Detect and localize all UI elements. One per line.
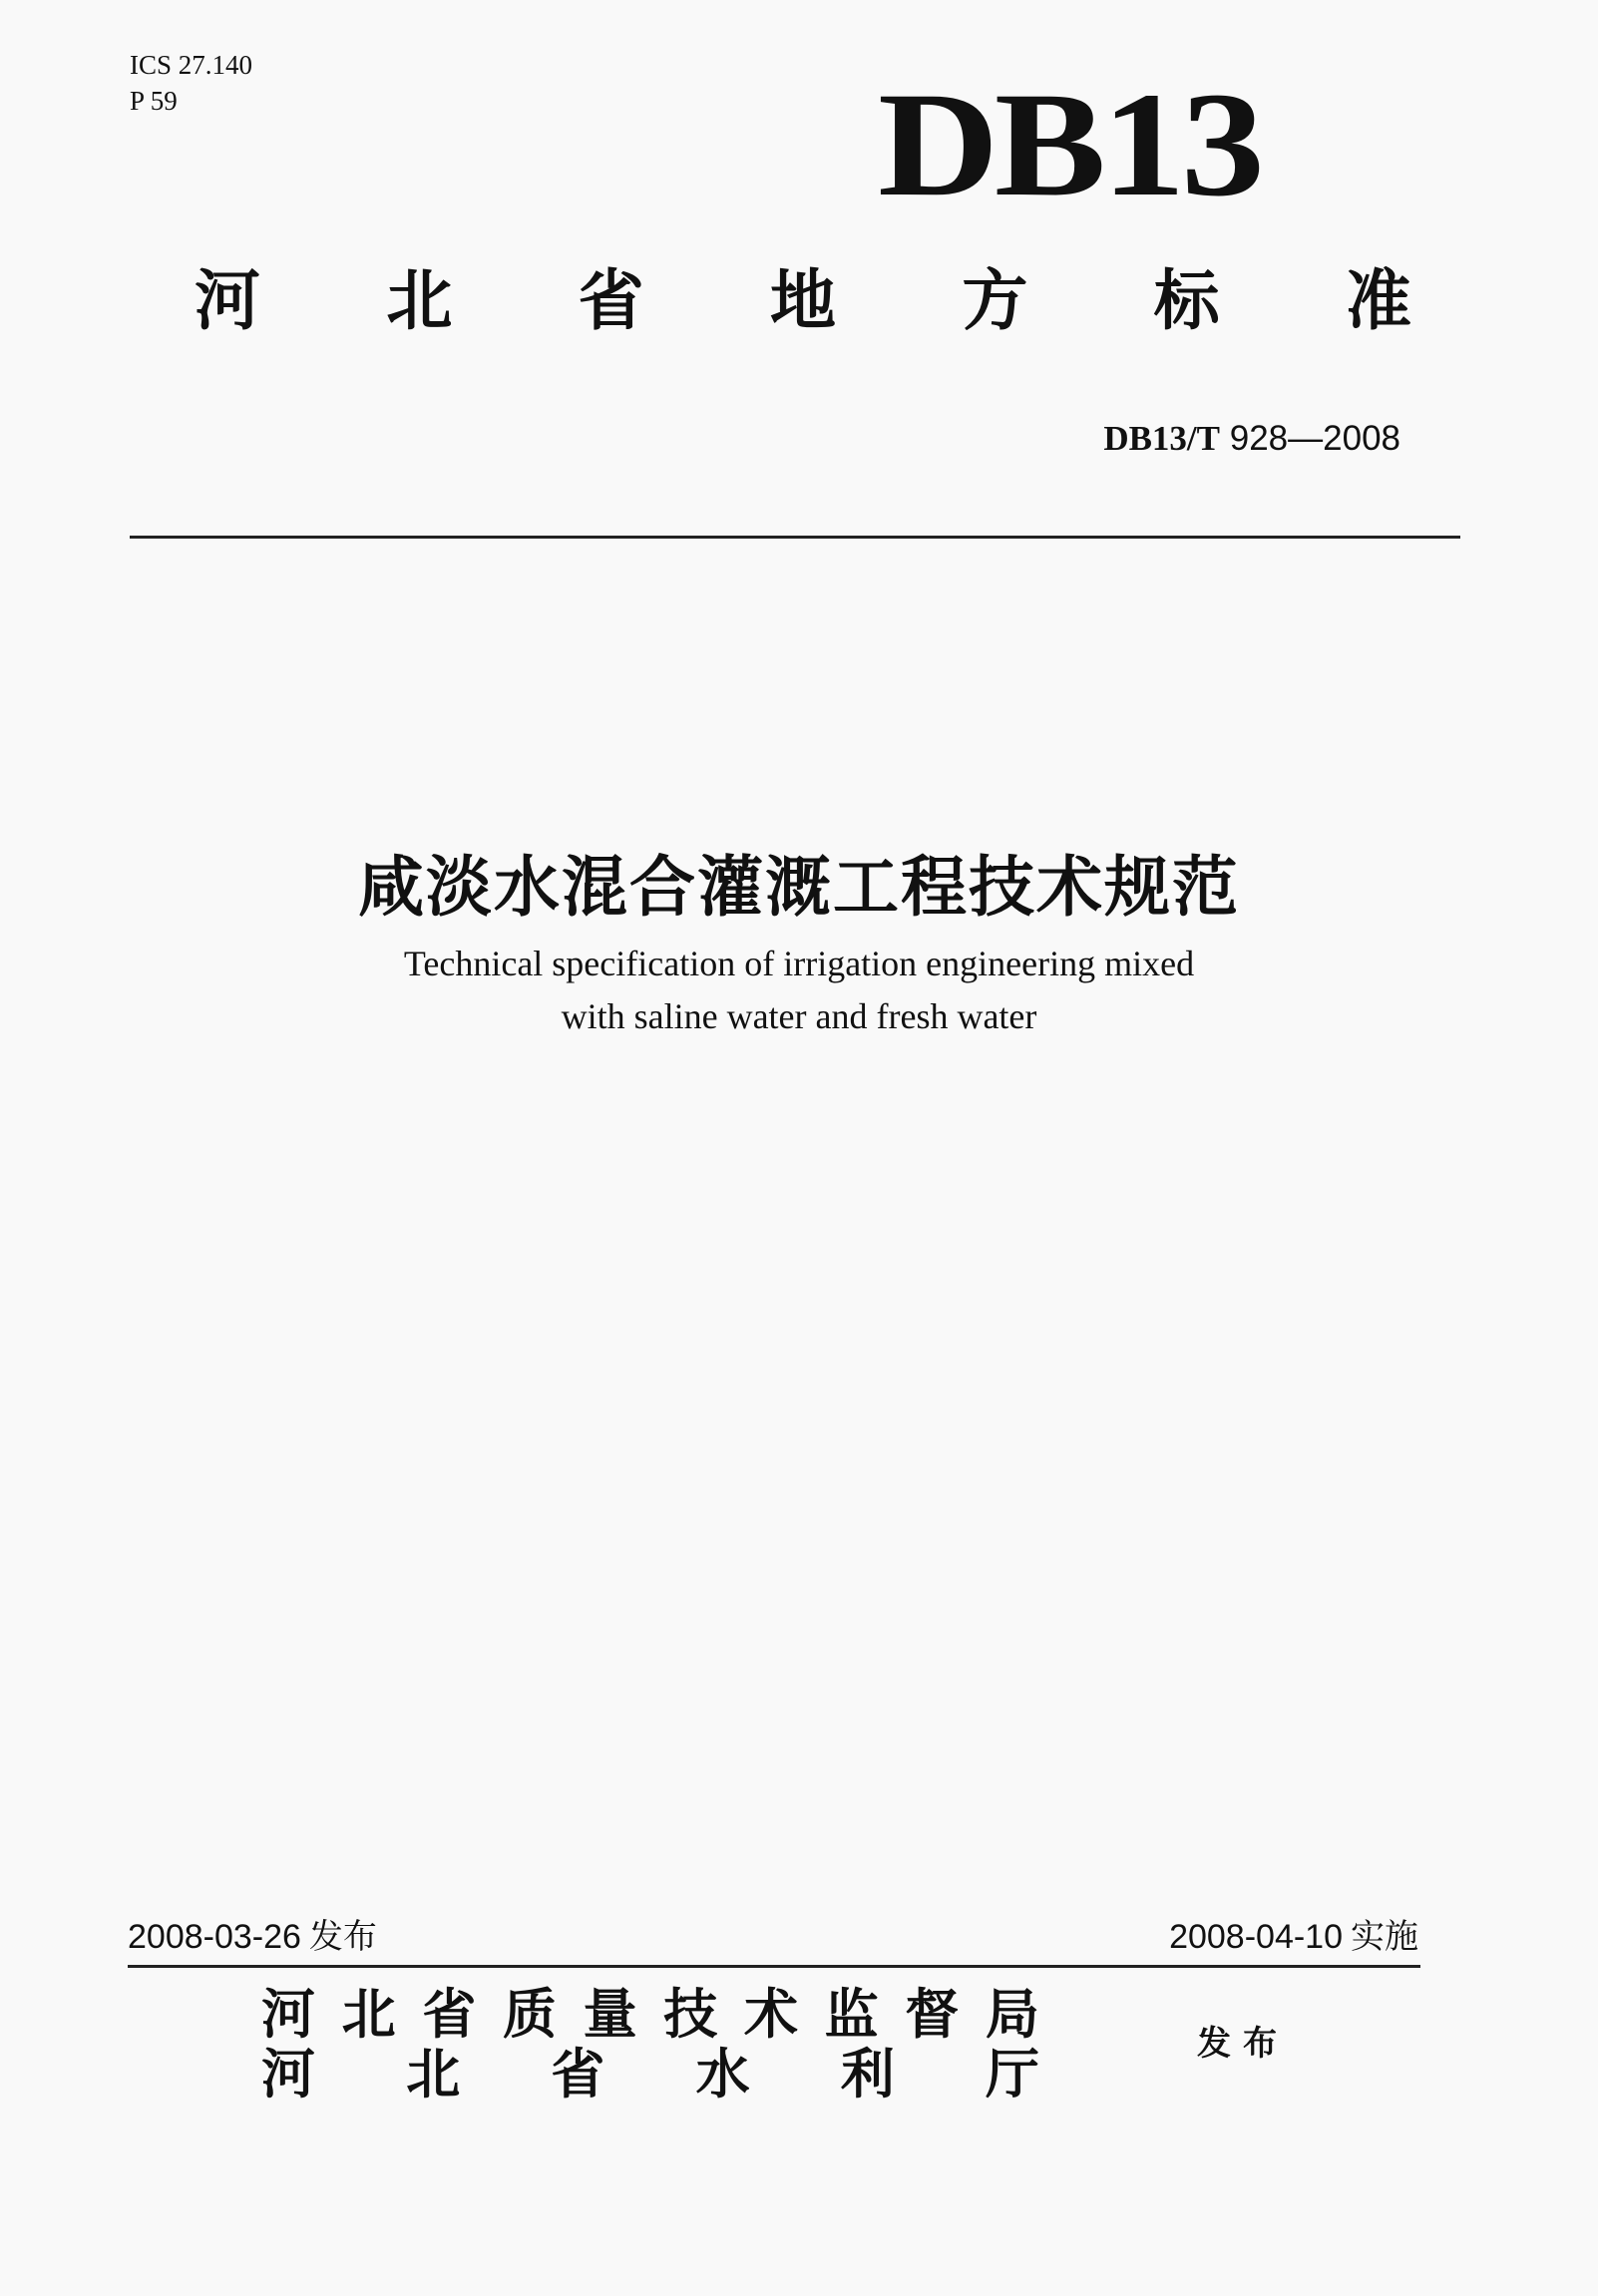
issuer-char: 厅 (985, 2043, 1039, 2105)
ccs-code: P 59 (130, 86, 178, 116)
issuer-char: 水 (695, 2043, 750, 2105)
footer-divider (128, 1965, 1420, 1968)
issuer-char: 督 (905, 1983, 960, 2046)
classification-codes (130, 47, 252, 119)
heading-char: 地 (769, 262, 836, 339)
standard-number (1103, 417, 1400, 461)
heading-char: 方 (962, 262, 1028, 339)
chinese-title: 咸淡水混合灌溉工程技术规范 (358, 849, 1240, 926)
heading-char: 省 (578, 262, 644, 339)
issuer-char: 术 (743, 1983, 798, 2046)
release-date-value: 2008-03-26 (128, 1918, 301, 1956)
english-title-line-2: with saline water and fresh water (561, 996, 1037, 1036)
standard-number-prefix: DB13/T (1103, 419, 1221, 458)
issuer-char: 省 (551, 2043, 605, 2105)
issuer-char: 北 (341, 1983, 396, 2046)
db13-logo: DB13 (878, 62, 1261, 227)
ics-code: ICS 27.140 (130, 50, 253, 80)
heading-char: 准 (1345, 262, 1411, 339)
issuer-quality-bureau (261, 1985, 1039, 2045)
heading-char: 标 (1153, 262, 1220, 339)
issuing-authorities (261, 1985, 1039, 2105)
header-divider (130, 536, 1460, 539)
english-title-line-1: Technical specification of irrigation engineering mixed (403, 944, 1195, 983)
issuer-char: 局 (985, 1983, 1039, 2046)
release-date (128, 1915, 377, 1959)
issuer-char: 利 (840, 2043, 895, 2105)
issuer-char: 质 (502, 1983, 557, 2046)
standard-number-value: 928—2008 (1220, 419, 1400, 458)
release-date-label: 发布 (308, 1917, 377, 1957)
implementation-date-value: 2008-04-10 (1169, 1918, 1343, 1956)
issue-label: 发布 (1197, 2024, 1289, 2064)
issuer-char: 监 (824, 1983, 879, 2046)
issuer-char: 河 (261, 1983, 315, 2046)
issuer-char: 省 (422, 1983, 477, 2046)
implementation-date-label: 实施 (1351, 1917, 1418, 1957)
english-title (0, 938, 1598, 1043)
heading-char: 河 (195, 262, 260, 339)
issuer-water-department (261, 2045, 1039, 2105)
local-standard-heading (195, 261, 1411, 341)
issuer-char: 北 (406, 2043, 461, 2105)
issuer-char: 技 (663, 1983, 718, 2046)
issuer-char: 河 (261, 2043, 315, 2105)
implementation-date (1169, 1915, 1418, 1959)
heading-char: 北 (386, 262, 453, 339)
issuer-char: 量 (583, 1983, 637, 2046)
